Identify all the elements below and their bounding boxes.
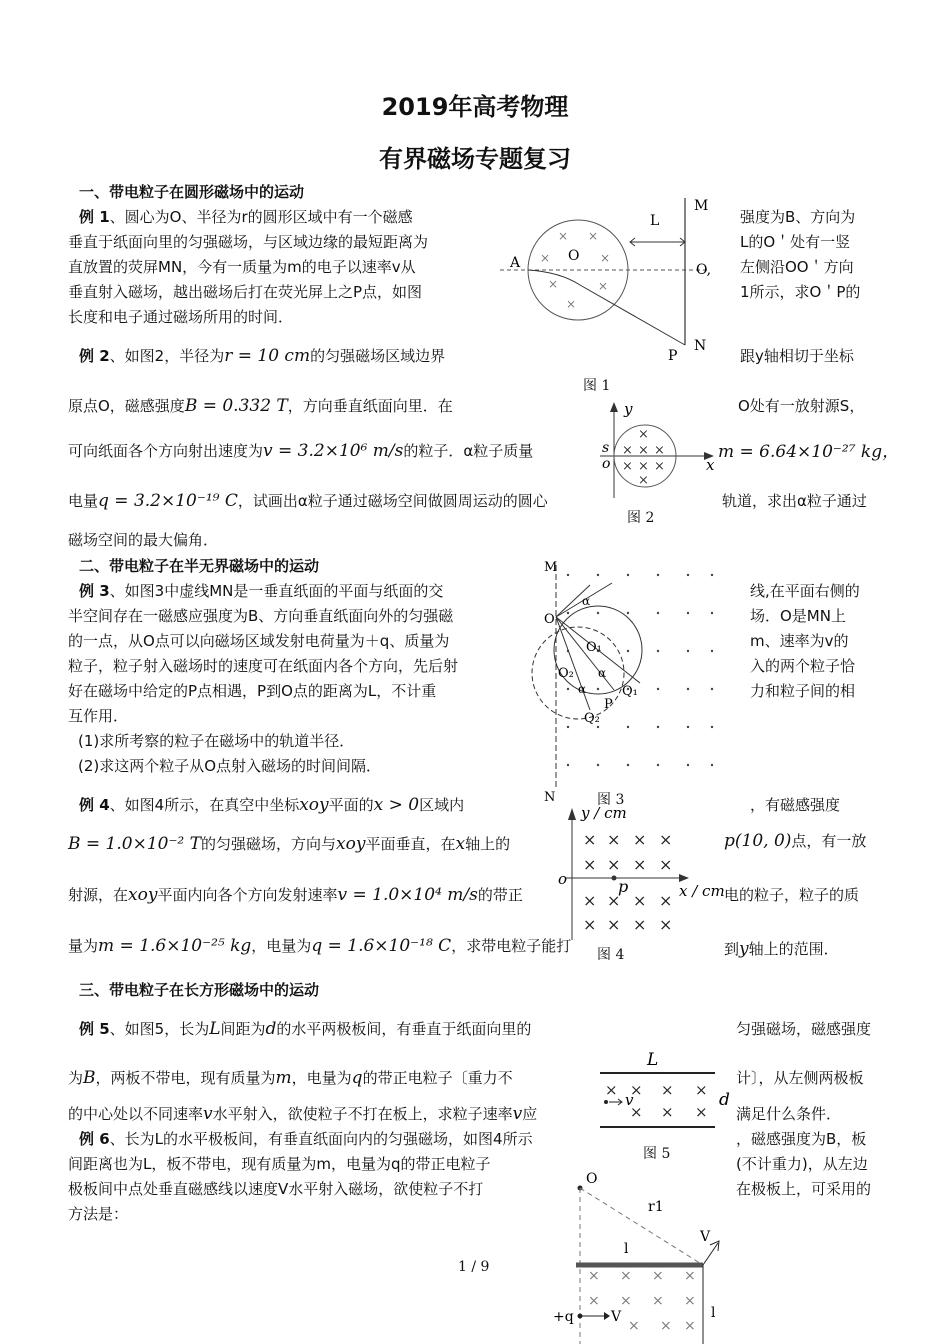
ex4-math-y: y <box>739 939 749 959</box>
fig1-label-O2: O, <box>696 262 712 278</box>
ex2-math2: B = 0.332 T <box>184 396 288 416</box>
fig4-cross: × <box>659 855 673 874</box>
ex4-text4c: ，求带电粒子能打 <box>451 937 572 955</box>
ex3-right2: 场．O是MN上 <box>750 607 846 625</box>
ex5-right2: 计〕，从左侧两极板 <box>736 1069 864 1087</box>
fig1-cross-3: × <box>540 251 551 265</box>
ex3-text1: 、如图3中虚线MN是一垂直纸面的平面与纸面的交 <box>109 582 444 600</box>
fig2-cross-6: × <box>638 459 649 474</box>
ex5-right1: 匀强磁场，磁感强度 <box>736 1020 872 1038</box>
fig3-label-O: O <box>544 612 555 627</box>
ex2-line3 <box>68 440 533 461</box>
fig3-label-N: N <box>544 790 556 805</box>
page-subtitle: 有界磁场专题复习 <box>379 145 571 173</box>
section2-heading: 二、带电粒子在半无界磁场中的运动 <box>79 557 320 575</box>
ex3-line2: 半空间存在一磁感应强度为B、方向垂直纸面向外的匀强磁 <box>68 607 454 625</box>
fig3-field-dot <box>657 764 659 766</box>
fig4-label-o: o <box>558 870 568 888</box>
ex2-line4 <box>68 490 548 511</box>
fig1-label-P: P <box>668 348 678 364</box>
fig3-field-dot <box>567 574 569 576</box>
fig3-field-dot <box>687 764 689 766</box>
ex6-label: 例 6 <box>79 1130 110 1148</box>
fig6-cross: × <box>588 1293 600 1309</box>
ex6-line3: 极板间中点处垂直磁感线以速度V水平射入磁场，欲使粒子不打 <box>68 1180 484 1198</box>
fig2-label-y: y <box>624 400 633 418</box>
ex4-line2 <box>68 833 510 854</box>
ex1-text1: 、圆心为O、半径为r的圆形区域中有一个磁感 <box>109 208 413 226</box>
ex2-right2: O处有一放射源S， <box>738 397 865 415</box>
ex1-line1 <box>79 206 413 227</box>
fig4-cross: × <box>633 830 647 849</box>
fig5-cross-5: × <box>630 1103 643 1121</box>
ex5-text3b: 水平射入，欲使粒子不打在板上，求粒子速率 <box>212 1105 513 1123</box>
fig4-cross: × <box>583 915 597 934</box>
ex5-text1b: 间距为 <box>220 1020 266 1038</box>
ex5-text2c: ，电量为 <box>291 1069 352 1087</box>
fig2-label-s: s <box>602 440 610 456</box>
ex3-label: 例 3 <box>79 582 110 600</box>
ex5-text3a: 的中心处以不同速率 <box>68 1105 204 1123</box>
ex4-text2b: 平面垂直，在 <box>365 835 456 853</box>
fig1-cross-7: × <box>566 297 577 311</box>
ex5-math1b: d <box>265 1019 277 1039</box>
fig6-label-O: O <box>586 1171 598 1187</box>
fig3-field-dot <box>627 726 629 728</box>
ex4-right4a: 到 <box>724 940 740 958</box>
ex1-line4: 垂直射入磁场，越出磁场后打在荧光屏上之P点，如图 <box>68 283 423 301</box>
fig6-label-l: l <box>624 1241 629 1257</box>
ex6-line2: 间距离也为L，板不带电，现有质量为m，电量为q的带正电粒子 <box>68 1155 491 1173</box>
fig1-cross-4: × <box>600 251 611 265</box>
ex5-math2b: m <box>275 1068 292 1088</box>
ex5-line2 <box>68 1067 513 1088</box>
figure-2 <box>590 398 730 508</box>
ex4-math4: m = 1.6×10⁻²⁵ kg <box>98 936 252 956</box>
fig5-cross-7: × <box>695 1103 708 1121</box>
fig3-label-Q1: Q₁ <box>622 684 638 699</box>
fig5-cross-4: × <box>695 1081 708 1099</box>
fig3-label-O2: O₂ <box>558 666 574 681</box>
ex4-text1a: 、如图4所示，在真空中坐标 <box>109 796 300 814</box>
ex5-label: 例 5 <box>79 1020 110 1038</box>
ex2-text3b: 的粒子．α粒子质量 <box>403 442 534 460</box>
ex5-right3: 满足什么条件． <box>736 1105 842 1123</box>
ex3-line5: 好在磁场中给定的P点相遇，P到O点的距离为L，不计重 <box>68 682 437 700</box>
ex4-math4b: q = 1.6×10⁻¹⁸ C <box>311 936 452 956</box>
fig4-cross: × <box>659 891 673 910</box>
fig1-label-O: O <box>568 248 580 264</box>
ex2-math4: q = 3.2×10⁻¹⁹ C <box>98 491 238 511</box>
ex4-right2 <box>724 830 866 851</box>
ex2-math3: v = 3.2×10⁶ m/s <box>263 441 404 461</box>
fig3-field-dot <box>627 574 629 576</box>
ex4-right2-text: 点，有一放 <box>791 832 867 850</box>
fig4-cross: × <box>633 855 647 874</box>
ex2-right4: 轨道，求出α粒子通过 <box>722 492 867 510</box>
ex4-math-p: p(10, 0) <box>724 831 792 851</box>
fig4-cross: × <box>607 915 621 934</box>
fig3-field-dot <box>657 612 659 614</box>
fig2-cross-4: × <box>654 443 665 458</box>
fig3-field-dot <box>657 688 659 690</box>
ex4-text2c: 轴上的 <box>465 835 511 853</box>
fig6-cross: × <box>684 1293 696 1309</box>
fig6-cross: × <box>588 1268 600 1284</box>
ex3-line6: 互作用． <box>68 707 129 725</box>
ex4-text4a: 量为 <box>68 937 99 955</box>
fig6-cross: × <box>684 1318 696 1334</box>
ex4-right4b: 轴上的范围． <box>748 940 839 958</box>
fig4-label-y: y / cm <box>581 804 627 822</box>
ex3-right1: 线,在平面右侧的 <box>750 582 860 600</box>
figure-4 <box>555 800 725 950</box>
fig2-cross-3: × <box>638 443 649 458</box>
fig3-field-dot <box>567 612 569 614</box>
fig4-cross: × <box>607 830 621 849</box>
ex1-line3: 直放置的荧屏MN，今有一质量为m的电子以速率v从 <box>68 258 416 276</box>
ex4-line4 <box>68 935 571 956</box>
ex5-math3: v <box>203 1104 213 1124</box>
ex4-math1: xoy <box>299 795 329 815</box>
fig3-field-dot <box>687 612 689 614</box>
ex1-right3: 左侧沿OO＇方向 <box>740 258 854 276</box>
page-title: 2019年高考物理 <box>381 93 569 121</box>
fig2-cross-2: × <box>622 443 633 458</box>
fig3-field-dot <box>597 612 599 614</box>
fig4-cross: × <box>607 891 621 910</box>
fig2-cross-8: × <box>638 473 649 488</box>
fig4-cross: × <box>659 915 673 934</box>
fig1-label-A: A <box>510 255 521 271</box>
ex5-text2a: 为 <box>68 1069 84 1087</box>
fig1-label-L: L <box>650 213 660 229</box>
fig5-label-L: L <box>647 1050 659 1070</box>
fig3-field-dot <box>711 726 713 728</box>
ex3-question2: (2)求这两个粒子从O点射入磁场的时间间隔． <box>78 757 382 775</box>
fig2-label-o: o <box>602 456 611 472</box>
fig6-label-V: V <box>700 1229 711 1245</box>
fig3-field-dot <box>597 574 599 576</box>
ex2-text3a: 可向纸面各个方向射出速度为 <box>68 442 264 460</box>
fig3-field-dot <box>657 726 659 728</box>
fig3-alpha-2: α <box>598 666 607 680</box>
ex4-math2c: x <box>455 834 466 854</box>
fig5-cross-2: × <box>630 1081 643 1099</box>
ex5-math1: L <box>209 1019 221 1039</box>
fig1-caption: 图 1 <box>583 378 611 394</box>
fig4-cross: × <box>583 855 597 874</box>
ex6-text1: 、长为L的水平极板间，有垂直纸面向内的匀强磁场，如图4所示 <box>109 1130 533 1148</box>
ex4-text3c: 的带正 <box>477 886 523 904</box>
fig1-cross-1: × <box>558 229 569 243</box>
ex3-line3: 的一点，从O点可以向磁场区域发射电荷量为＋q、质量为 <box>68 632 450 650</box>
ex4-math1b: x > 0 <box>373 795 420 815</box>
ex4-math2b: xoy <box>336 834 366 854</box>
fig3-field-dot <box>567 688 569 690</box>
fig3-field-dot <box>687 650 689 652</box>
fig3-field-dot <box>657 650 659 652</box>
ex5-math2c: q <box>351 1068 363 1088</box>
fig4-label-p: p <box>618 877 629 896</box>
fig3-field-dot <box>567 764 569 766</box>
ex4-text4b: ，电量为 <box>251 937 312 955</box>
fig4-caption: 图 4 <box>597 947 625 963</box>
ex2-right1: 跟y轴相切于坐标 <box>740 347 854 365</box>
ex6-line4: 方法是： <box>68 1205 129 1223</box>
ex3-line1 <box>79 580 443 601</box>
ex4-math3b: v = 1.0×10⁴ m/s <box>337 885 478 905</box>
section3-heading: 三、带电粒子在长方形磁场中的运动 <box>79 981 320 999</box>
ex2-text1a: 、如图2，半径为 <box>109 347 225 365</box>
fig3-field-dot <box>657 574 659 576</box>
fig3-field-dot <box>627 650 629 652</box>
fig6-cross: × <box>620 1293 632 1309</box>
fig6-label-V2: V <box>611 1309 622 1325</box>
ex5-text3c: 应 <box>522 1105 538 1123</box>
fig3-field-dot <box>687 726 689 728</box>
fig2-caption: 图 2 <box>627 510 655 526</box>
fig3-caption: 图 3 <box>597 792 625 808</box>
ex3-right5: 力和粒子间的相 <box>750 682 856 700</box>
ex3-line4: 粒子，粒子射入磁场时的速度可在纸面内各个方向，先后射 <box>68 657 459 675</box>
ex5-text1a: 、如图5，长为 <box>109 1020 210 1038</box>
ex6-right1: ，磁感强度为B，板 <box>736 1130 867 1148</box>
ex2-line2 <box>68 395 453 416</box>
ex4-right4 <box>724 938 839 959</box>
fig6-label-q: +q <box>553 1309 574 1325</box>
ex4-text1b: 平面的 <box>328 796 374 814</box>
fig3-label-Q2: Q₂ <box>584 711 600 726</box>
ex2-text2a: 原点O，磁感强度 <box>68 397 185 415</box>
fig4-cross: × <box>583 891 597 910</box>
fig4-cross: × <box>633 891 647 910</box>
fig3-field-dot <box>597 764 599 766</box>
ex1-right1: 强度为B、方向为 <box>740 208 856 226</box>
fig5-cross-3: × <box>661 1081 674 1099</box>
fig1-cross-6: × <box>598 279 609 293</box>
ex6-right3: 在极板上，可采用的 <box>736 1180 872 1198</box>
ex5-line3 <box>68 1103 537 1124</box>
fig5-cross-1: × <box>605 1081 618 1099</box>
fig6-label-l2: l <box>711 1305 716 1321</box>
fig3-alpha-1: α <box>582 594 591 608</box>
fig5-label-d: d <box>719 1090 730 1110</box>
ex4-label: 例 4 <box>79 796 110 814</box>
fig3-label-M: M <box>544 560 558 575</box>
fig1-cross-5: × <box>548 277 559 291</box>
figure-3 <box>530 555 730 805</box>
section1-heading: 一、带电粒子在圆形磁场中的运动 <box>79 183 305 201</box>
ex4-math3: xoy <box>128 885 158 905</box>
fig3-field-dot <box>627 612 629 614</box>
fig3-field-dot <box>711 764 713 766</box>
fig3-label-P: P <box>604 697 613 712</box>
fig4-cross: × <box>659 830 673 849</box>
fig3-label-O1: O₁ <box>586 640 602 655</box>
fig4-cross: × <box>607 855 621 874</box>
fig3-field-dot <box>711 650 713 652</box>
fig4-cross: × <box>583 830 597 849</box>
fig3-field-dot <box>687 574 689 576</box>
ex2-text4b: ，试画出α粒子通过磁场空间做圆周运动的圆心 <box>237 492 548 510</box>
fig1-cross-2: × <box>588 229 599 243</box>
fig3-field-dot <box>711 688 713 690</box>
ex4-math2: B = 1.0×10⁻² T <box>68 834 201 854</box>
ex4-text1c: 区域内 <box>419 796 465 814</box>
ex2-text2b: ，方向垂直纸面向里．在 <box>287 397 453 415</box>
fig6-cross: × <box>660 1318 672 1334</box>
ex4-text3b: 平面内向各个方向发射速率 <box>157 886 338 904</box>
ex2-text1b: 的匀强磁场区域边界 <box>310 347 446 365</box>
fig1-label-N: N <box>694 338 707 354</box>
ex1-label: 例 1 <box>79 208 110 226</box>
fig2-label-x: x <box>706 456 715 474</box>
fig3-field-dot <box>597 726 599 728</box>
ex3-question1: (1)求所考察的粒子在磁场中的轨道半径． <box>78 732 355 750</box>
ex4-line1 <box>79 794 464 815</box>
fig3-field-dot <box>627 764 629 766</box>
fig3-alpha-3: α <box>578 682 587 696</box>
fig3-field-dot <box>687 688 689 690</box>
fig6-cross: × <box>652 1268 664 1284</box>
ex2-text4a: 电量 <box>68 492 99 510</box>
ex2-line1 <box>79 345 445 366</box>
fig4-label-x: x / cm <box>679 882 725 900</box>
fig5-label-v: v <box>625 1091 634 1109</box>
fig5-caption: 图 5 <box>643 1146 671 1162</box>
fig3-field-dot <box>711 612 713 614</box>
ex3-right4: 入的两个粒子恰 <box>750 657 856 675</box>
fig2-cross-7: × <box>654 459 665 474</box>
ex6-line1 <box>79 1128 533 1149</box>
ex5-text2d: 的带正电粒子〔重力不 <box>362 1069 513 1087</box>
ex4-right1: ，有磁感强度 <box>750 796 841 814</box>
ex1-line2: 垂直于纸面向里的匀强磁场，与区域边缘的最短距离为 <box>68 233 429 251</box>
ex5-line1 <box>79 1018 531 1039</box>
ex5-text1c: 的水平两极板间，有垂直于纸面向里的 <box>276 1020 532 1038</box>
fig6-cross: × <box>628 1318 640 1334</box>
fig1-label-M: M <box>694 198 709 214</box>
ex2-right3: m = 6.64×10⁻²⁷ kg， <box>718 442 900 462</box>
ex1-right4: 1所示，求O＇P的 <box>740 283 861 301</box>
fig3-field-dot <box>711 574 713 576</box>
fig5-cross-6: × <box>661 1103 674 1121</box>
ex4-right3: 电的粒子，粒子的质 <box>724 886 860 904</box>
ex4-text2a: 的匀强磁场，方向与 <box>201 835 337 853</box>
ex3-right3: m、速率为v的 <box>750 632 849 650</box>
ex2-label: 例 2 <box>79 347 110 365</box>
ex4-text3a: 射源，在 <box>68 886 129 904</box>
ex1-line5: 长度和电子通过磁场所用的时间． <box>68 308 294 326</box>
ex1-right2: L的O＇处有一竖 <box>740 233 851 251</box>
figure-1 <box>500 190 730 390</box>
ex6-right2: (不计重力)，从左边 <box>736 1155 868 1173</box>
fig6-cross: × <box>652 1293 664 1309</box>
ex5-text2b: ，两板不带电，现有质量为 <box>95 1069 276 1087</box>
figure-6 <box>548 1165 738 1344</box>
ex2-line5: 磁场空间的最大偏角． <box>68 531 219 549</box>
fig2-cross-1: × <box>638 427 649 442</box>
fig3-field-dot <box>567 726 569 728</box>
fig6-cross: × <box>620 1268 632 1284</box>
fig6-cross: × <box>684 1268 696 1284</box>
fig6-label-r1: r1 <box>648 1199 664 1215</box>
fig2-cross-5: × <box>622 459 633 474</box>
ex2-math1: r = 10 cm <box>224 346 311 366</box>
page-number: 1 / 9 <box>458 1259 490 1275</box>
ex5-math2: B <box>83 1068 96 1088</box>
fig3-field-dot <box>597 688 599 690</box>
ex4-line3 <box>68 884 523 905</box>
fig4-cross: × <box>633 915 647 934</box>
ex5-math3b: v <box>512 1104 523 1124</box>
